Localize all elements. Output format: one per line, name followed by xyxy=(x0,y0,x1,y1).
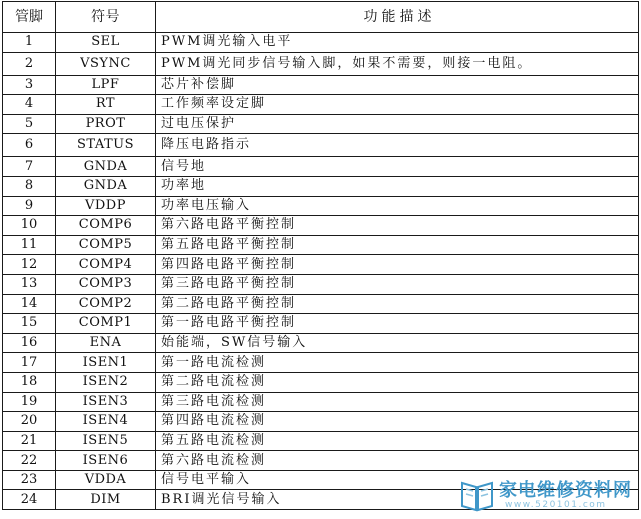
description-cell: 第三路电路平衡控制 xyxy=(156,274,639,294)
table-row xyxy=(3,216,639,236)
table-row xyxy=(3,353,639,373)
book-logo-icon xyxy=(459,477,495,513)
header-description: 功能描述 xyxy=(156,2,639,33)
description-cell: 第六路电流检测 xyxy=(156,451,639,471)
description-cell: 第六路电路平衡控制 xyxy=(156,216,639,236)
symbol-cell: COMP3 xyxy=(56,274,156,294)
symbol-cell: LPF xyxy=(56,75,156,95)
table-row xyxy=(3,95,639,115)
table-row xyxy=(3,333,639,353)
pin-cell: 17 xyxy=(3,353,56,373)
description-cell: 功率地 xyxy=(156,176,639,196)
description-cell: 始能端，SW信号输入 xyxy=(156,333,639,353)
pin-cell: 23 xyxy=(3,470,56,490)
description-cell: 第四路电路平衡控制 xyxy=(156,255,639,275)
pin-cell: 9 xyxy=(3,196,56,216)
pin-cell: 3 xyxy=(3,75,56,95)
symbol-cell: VDDA xyxy=(56,470,156,490)
symbol-cell: VSYNC xyxy=(56,52,156,75)
header-symbol: 符号 xyxy=(56,2,156,33)
symbol-cell: DIM xyxy=(56,490,156,510)
symbol-cell: ISEN4 xyxy=(56,412,156,432)
description-cell: 信号地 xyxy=(156,157,639,177)
description-cell: 过电压保护 xyxy=(156,114,639,134)
description-cell: 工作频率设定脚 xyxy=(156,95,639,115)
table-row xyxy=(3,255,639,275)
symbol-cell: SEL xyxy=(56,33,156,53)
description-cell: 第二路电流检测 xyxy=(156,372,639,392)
table-row xyxy=(3,176,639,196)
table-row xyxy=(3,372,639,392)
pin-cell: 10 xyxy=(3,216,56,236)
pin-cell: 8 xyxy=(3,176,56,196)
table-header-row xyxy=(3,2,639,33)
pin-cell: 19 xyxy=(3,392,56,412)
symbol-cell: PROT xyxy=(56,114,156,134)
table-row xyxy=(3,33,639,53)
pin-cell: 12 xyxy=(3,255,56,275)
pin-cell: 4 xyxy=(3,95,56,115)
pin-cell: 22 xyxy=(3,451,56,471)
description-cell: 第四路电流检测 xyxy=(156,412,639,432)
table-row xyxy=(3,52,639,75)
watermark-title: 家电维修资料网 xyxy=(499,480,632,501)
symbol-cell: ISEN2 xyxy=(56,372,156,392)
table-row xyxy=(3,134,639,157)
symbol-cell: ISEN3 xyxy=(56,392,156,412)
description-cell: BRI调光信号输入 xyxy=(156,490,639,510)
table-row xyxy=(3,235,639,255)
table-row xyxy=(3,314,639,334)
symbol-cell: RT xyxy=(56,95,156,115)
table-row xyxy=(3,157,639,177)
pin-cell: 11 xyxy=(3,235,56,255)
table-row xyxy=(3,294,639,314)
pin-cell: 16 xyxy=(3,333,56,353)
symbol-cell: COMP6 xyxy=(56,216,156,236)
watermark-url: www.520101.com xyxy=(505,500,607,510)
table-row xyxy=(3,196,639,216)
pin-cell: 15 xyxy=(3,314,56,334)
pin-cell: 20 xyxy=(3,412,56,432)
pin-cell: 1 xyxy=(3,33,56,53)
pin-cell: 7 xyxy=(3,157,56,177)
symbol-cell: ISEN6 xyxy=(56,451,156,471)
table-row xyxy=(3,114,639,134)
description-cell: PWM调光同步信号输入脚，如果不需要，则接一电阻。 xyxy=(156,52,639,75)
description-cell: 第五路电流检测 xyxy=(156,431,639,451)
table-row xyxy=(3,451,639,471)
symbol-cell: GNDA xyxy=(56,157,156,177)
pin-cell: 24 xyxy=(3,490,56,510)
pin-cell: 2 xyxy=(3,52,56,75)
description-cell: 信号电平输入 xyxy=(156,470,639,490)
symbol-cell: STATUS xyxy=(56,134,156,157)
description-cell: 第二路电路平衡控制 xyxy=(156,294,639,314)
description-cell: 功率电压输入 xyxy=(156,196,639,216)
pin-cell: 21 xyxy=(3,431,56,451)
description-cell: 芯片补偿脚 xyxy=(156,75,639,95)
table-row xyxy=(3,75,639,95)
description-cell: 降压电路指示 xyxy=(156,134,639,157)
description-cell: PWM调光输入电平 xyxy=(156,33,639,53)
symbol-cell: VDDP xyxy=(56,196,156,216)
symbol-cell: ISEN5 xyxy=(56,431,156,451)
description-cell: 第五路电路平衡控制 xyxy=(156,235,639,255)
site-watermark xyxy=(459,475,635,515)
pin-function-table xyxy=(2,1,639,510)
pin-cell: 18 xyxy=(3,372,56,392)
symbol-cell: ENA xyxy=(56,333,156,353)
symbol-cell: COMP1 xyxy=(56,314,156,334)
pin-cell: 13 xyxy=(3,274,56,294)
symbol-cell: GNDA xyxy=(56,176,156,196)
header-pin: 管脚 xyxy=(3,2,56,33)
pin-cell: 14 xyxy=(3,294,56,314)
symbol-cell: COMP5 xyxy=(56,235,156,255)
table-row xyxy=(3,431,639,451)
pin-cell: 5 xyxy=(3,114,56,134)
pin-cell: 6 xyxy=(3,134,56,157)
symbol-cell: COMP4 xyxy=(56,255,156,275)
table-row xyxy=(3,274,639,294)
description-cell: 第三路电流检测 xyxy=(156,392,639,412)
symbol-cell: ISEN1 xyxy=(56,353,156,373)
symbol-cell: COMP2 xyxy=(56,294,156,314)
table-row xyxy=(3,392,639,412)
description-cell: 第一路电路平衡控制 xyxy=(156,314,639,334)
description-cell: 第一路电流检测 xyxy=(156,353,639,373)
table-row xyxy=(3,412,639,432)
